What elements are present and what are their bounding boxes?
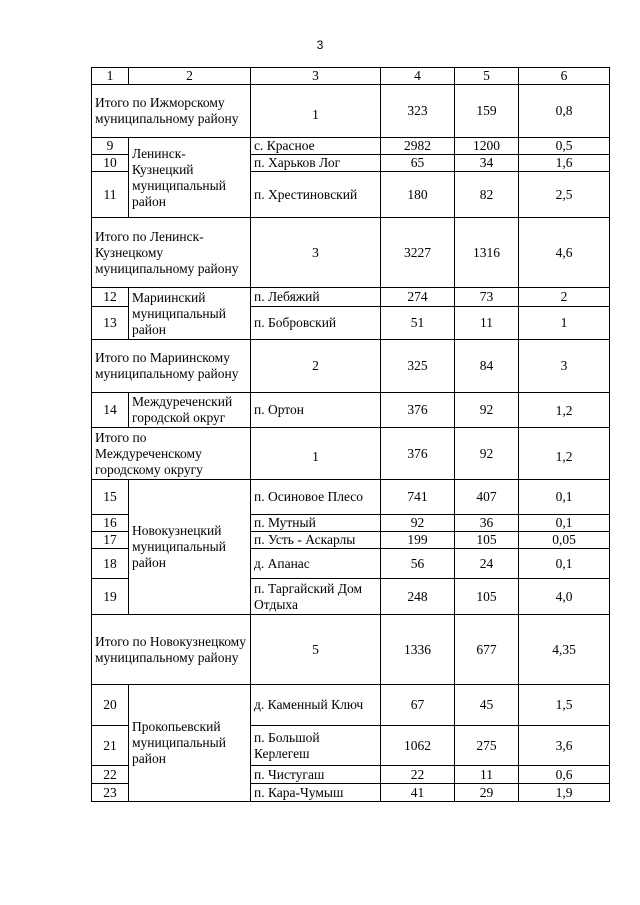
value-cell: 677 — [455, 615, 519, 685]
value-cell: 36 — [455, 515, 519, 532]
value-cell: 376 — [381, 393, 455, 428]
value-cell: 407 — [455, 480, 519, 515]
row-number: 23 — [92, 784, 129, 802]
value-cell: 1200 — [455, 138, 519, 155]
settlement-name: п. Бобровский — [251, 307, 381, 340]
settlement-name: п. Лебяжий — [251, 288, 381, 307]
value-cell: 105 — [455, 532, 519, 549]
value-cell: 1,2 — [519, 428, 610, 480]
value-cell: 56 — [381, 549, 455, 579]
settlement-name: п. Чистугаш — [251, 766, 381, 784]
value-cell: 4,0 — [519, 579, 610, 615]
total-label: Итого по Ленинск-Кузнецкому муниципальному району — [92, 218, 251, 288]
row-number: 17 — [92, 532, 129, 549]
settlement-count: 2 — [251, 340, 381, 393]
table-row — [92, 393, 610, 428]
value-cell: 1,6 — [519, 155, 610, 172]
header-cell: 5 — [455, 68, 519, 85]
row-number: 12 — [92, 288, 129, 307]
total-row — [92, 340, 610, 393]
value-cell: 159 — [455, 85, 519, 138]
total-row — [92, 615, 610, 685]
value-cell: 199 — [381, 532, 455, 549]
row-number: 11 — [92, 172, 129, 218]
value-cell: 34 — [455, 155, 519, 172]
value-cell: 0,6 — [519, 766, 610, 784]
value-cell: 1316 — [455, 218, 519, 288]
value-cell: 41 — [381, 784, 455, 802]
value-cell: 1,2 — [519, 393, 610, 428]
settlement-name: п. Большой Керлегеш — [251, 726, 381, 766]
value-cell: 376 — [381, 428, 455, 480]
value-cell: 82 — [455, 172, 519, 218]
settlement-name: д. Апанас — [251, 549, 381, 579]
settlements-table — [91, 67, 610, 802]
page-number: 3 — [316, 38, 324, 52]
value-cell: 51 — [381, 307, 455, 340]
value-cell: 274 — [381, 288, 455, 307]
row-number: 16 — [92, 515, 129, 532]
value-cell: 84 — [455, 340, 519, 393]
row-number: 10 — [92, 155, 129, 172]
row-number: 9 — [92, 138, 129, 155]
value-cell: 0,1 — [519, 480, 610, 515]
row-number: 19 — [92, 579, 129, 615]
header-cell: 4 — [381, 68, 455, 85]
header-row — [92, 68, 610, 85]
value-cell: 92 — [455, 428, 519, 480]
settlement-name: с. Красное — [251, 138, 381, 155]
value-cell: 67 — [381, 685, 455, 726]
settlement-count: 1 — [251, 85, 381, 138]
total-row — [92, 218, 610, 288]
total-label: Итого по Мариинскому муниципальному району — [92, 340, 251, 393]
settlement-count: 5 — [251, 615, 381, 685]
settlement-name: п. Мутный — [251, 515, 381, 532]
value-cell: 2 — [519, 288, 610, 307]
value-cell: 248 — [381, 579, 455, 615]
settlement-name: п. Осиновое Плесо — [251, 480, 381, 515]
value-cell: 1,9 — [519, 784, 610, 802]
value-cell: 65 — [381, 155, 455, 172]
total-label: Итого по Междуреченскому городскому округу — [92, 428, 251, 480]
table-row — [92, 288, 610, 307]
value-cell: 2982 — [381, 138, 455, 155]
header-cell: 1 — [92, 68, 129, 85]
value-cell: 4,6 — [519, 218, 610, 288]
row-number: 15 — [92, 480, 129, 515]
value-cell: 1 — [519, 307, 610, 340]
district-name: Ленинск-Кузнецкий муниципальный район — [129, 138, 251, 218]
value-cell: 0,8 — [519, 85, 610, 138]
value-cell: 1336 — [381, 615, 455, 685]
value-cell: 325 — [381, 340, 455, 393]
value-cell: 0,1 — [519, 549, 610, 579]
value-cell: 11 — [455, 766, 519, 784]
district-name: Междуреченский городской округ — [129, 393, 251, 428]
settlement-count: 1 — [251, 428, 381, 480]
table-row — [92, 685, 610, 726]
district-name: Мариинский муниципальный район — [129, 288, 251, 340]
row-number: 20 — [92, 685, 129, 726]
settlement-name: п. Усть - Аскарлы — [251, 532, 381, 549]
row-number: 14 — [92, 393, 129, 428]
value-cell: 11 — [455, 307, 519, 340]
settlement-name: п. Хрестиновский — [251, 172, 381, 218]
total-row — [92, 428, 610, 480]
header-cell: 3 — [251, 68, 381, 85]
header-cell: 6 — [519, 68, 610, 85]
value-cell: 180 — [381, 172, 455, 218]
value-cell: 275 — [455, 726, 519, 766]
value-cell: 3 — [519, 340, 610, 393]
value-cell: 92 — [381, 515, 455, 532]
table-row — [92, 138, 610, 155]
table-row — [92, 480, 610, 515]
value-cell: 92 — [455, 393, 519, 428]
district-name: Прокопьевский муниципальный район — [129, 685, 251, 802]
district-name: Новокузнецкий муниципальный район — [129, 480, 251, 615]
settlement-name: п. Ортон — [251, 393, 381, 428]
settlement-name: п. Кара-Чумыш — [251, 784, 381, 802]
value-cell: 1062 — [381, 726, 455, 766]
settlement-count: 3 — [251, 218, 381, 288]
value-cell: 3227 — [381, 218, 455, 288]
value-cell: 22 — [381, 766, 455, 784]
value-cell: 741 — [381, 480, 455, 515]
total-label: Итого по Ижморскому муниципальному району — [92, 85, 251, 138]
value-cell: 3,6 — [519, 726, 610, 766]
row-number: 21 — [92, 726, 129, 766]
value-cell: 105 — [455, 579, 519, 615]
value-cell: 0,5 — [519, 138, 610, 155]
total-row — [92, 85, 610, 138]
value-cell: 0,05 — [519, 532, 610, 549]
value-cell: 323 — [381, 85, 455, 138]
value-cell: 0,1 — [519, 515, 610, 532]
value-cell: 2,5 — [519, 172, 610, 218]
settlement-name: п. Таргайский Дом Отдыха — [251, 579, 381, 615]
value-cell: 29 — [455, 784, 519, 802]
value-cell: 4,35 — [519, 615, 610, 685]
header-cell: 2 — [129, 68, 251, 85]
row-number: 22 — [92, 766, 129, 784]
row-number: 18 — [92, 549, 129, 579]
value-cell: 1,5 — [519, 685, 610, 726]
settlement-name: д. Каменный Ключ — [251, 685, 381, 726]
total-label: Итого по Новокузнецкому муниципальному району — [92, 615, 251, 685]
value-cell: 45 — [455, 685, 519, 726]
settlement-name: п. Харьков Лог — [251, 155, 381, 172]
value-cell: 24 — [455, 549, 519, 579]
row-number: 13 — [92, 307, 129, 340]
value-cell: 73 — [455, 288, 519, 307]
